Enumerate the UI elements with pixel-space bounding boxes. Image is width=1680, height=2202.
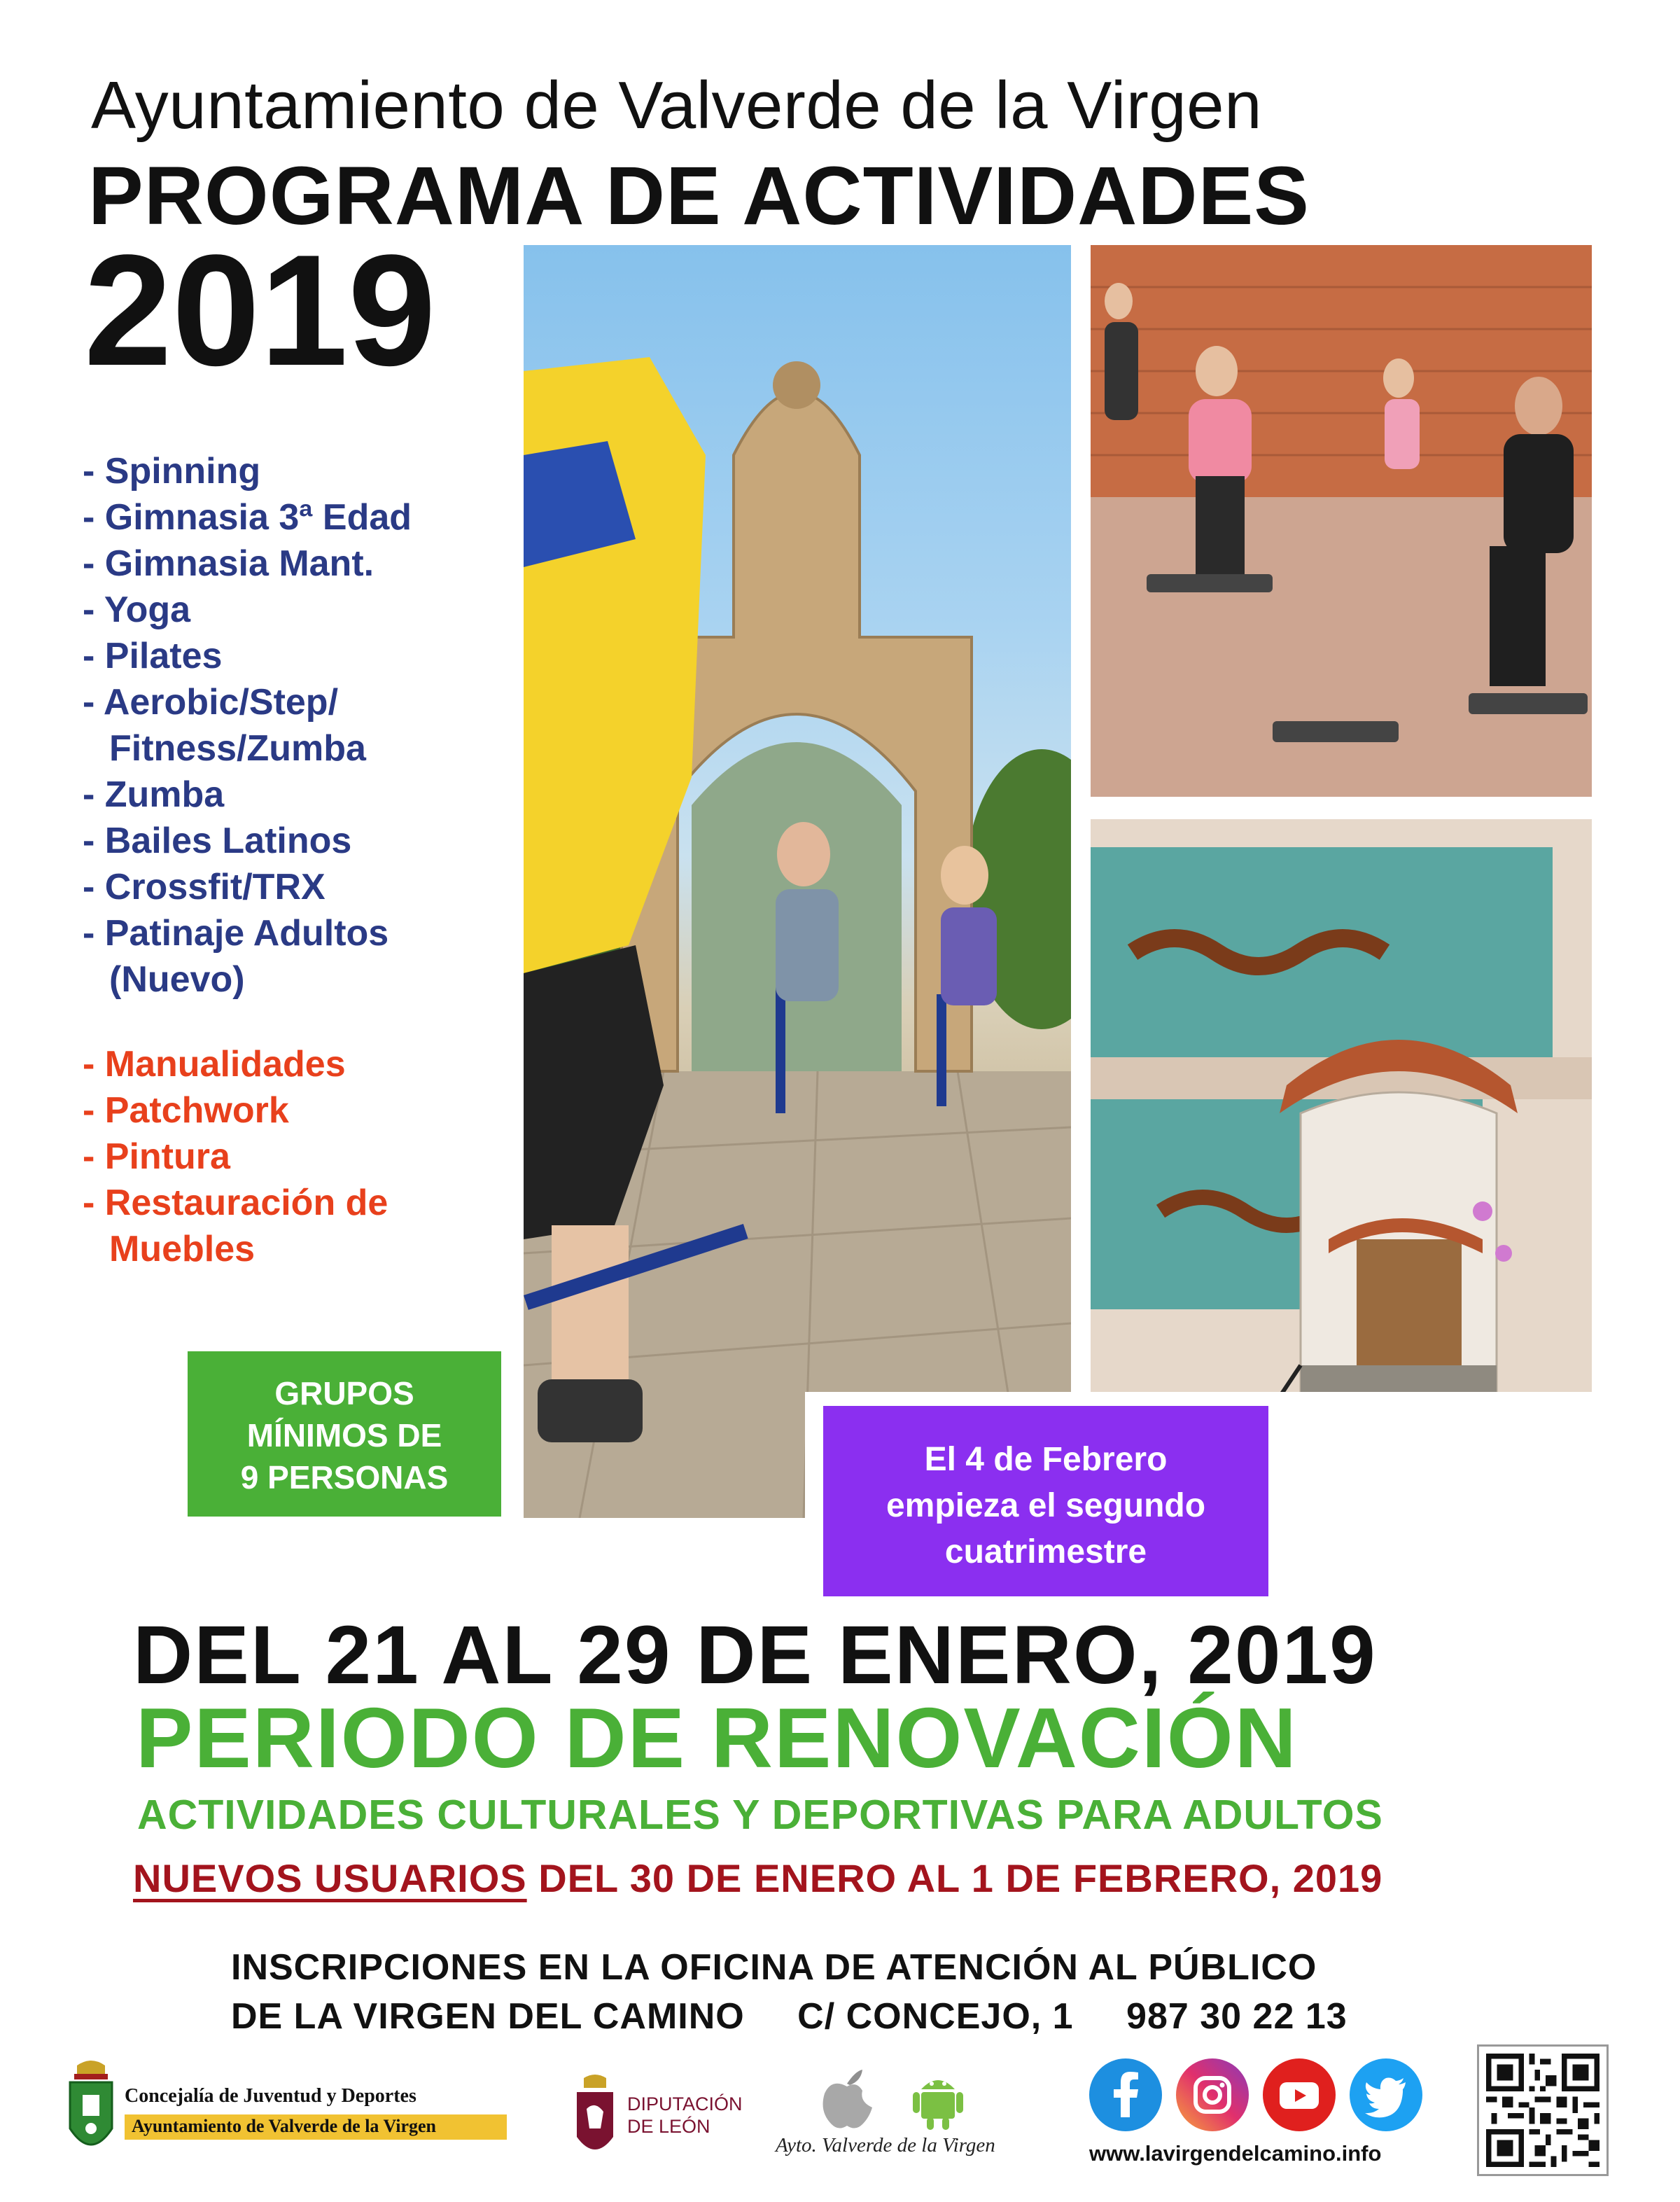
inscriptions-office: INSCRIPCIONES EN LA OFICINA DE ATENCIÓN AL PÚBLICO	[231, 1947, 1317, 1988]
groups-line: 9 PERSONAS	[240, 1459, 449, 1496]
list-item: - Patchwork	[83, 1090, 289, 1131]
android-icon[interactable]	[910, 2068, 966, 2131]
list-item: - Zumba	[83, 774, 225, 815]
renewal-dates: DEL 21 AL 29 DE ENERO, 2019	[133, 1609, 1377, 1701]
minimum-groups-box	[188, 1351, 501, 1517]
inscriptions-address-line	[231, 1995, 1390, 2037]
municipal-shield-icon	[64, 2058, 118, 2163]
spinning-photo	[524, 245, 1071, 1518]
program-title: PROGRAMA DE ACTIVIDADES	[88, 150, 1310, 242]
inscriptions-address: C/ CONCEJO, 1	[797, 1996, 1074, 2037]
crafts-photo	[1091, 819, 1592, 1392]
inscriptions-phone: 987 30 22 13	[1126, 1996, 1348, 2037]
municipality-title: Ayuntamiento de Valverde de la Virgen	[91, 68, 1262, 143]
list-item: Muebles	[109, 1229, 255, 1269]
youtube-icon[interactable]	[1263, 2058, 1336, 2131]
list-item: Fitness/Zumba	[109, 728, 366, 769]
qr-code[interactable]	[1477, 2044, 1609, 2176]
new-users-line	[133, 1855, 1382, 1901]
second-term-line: empieza el segundo	[886, 1487, 1206, 1524]
list-item: - Restauración de	[83, 1183, 388, 1223]
list-item: - Bailes Latinos	[83, 821, 352, 861]
concejalia-ayto: Ayuntamiento de Valverde de la Virgen	[132, 2116, 437, 2136]
concejalia-logo	[64, 2058, 512, 2163]
diputacion-line2: DE LEÓN	[627, 2116, 710, 2137]
inscriptions-place: DE LA VIRGEN DEL CAMINO	[231, 1996, 745, 2037]
second-term-line: El 4 de Febrero	[924, 1441, 1168, 1478]
instagram-icon[interactable]	[1176, 2058, 1249, 2131]
apps-caption: Ayto. Valverde de la Virgen	[776, 2134, 995, 2156]
new-users-label: NUEVOS USUARIOS	[133, 1856, 527, 1900]
groups-line: MÍNIMOS DE	[246, 1417, 442, 1454]
list-item: - Gimnasia Mant.	[83, 543, 374, 584]
renewal-title: PERIODO DE RENOVACIÓN	[136, 1690, 1298, 1785]
list-item: - Gimnasia 3ª Edad	[83, 497, 412, 538]
list-item: - Spinning	[83, 451, 261, 492]
groups-line: GRUPOS	[274, 1375, 414, 1412]
list-item: - Manualidades	[83, 1044, 346, 1085]
aerobic-class-photo	[1091, 245, 1592, 797]
second-term-box	[823, 1406, 1268, 1596]
second-term-line: cuatrimestre	[944, 1533, 1147, 1570]
website-link[interactable]: www.lavirgendelcamino.info	[1089, 2141, 1382, 2166]
list-item: (Nuevo)	[109, 959, 245, 1000]
leon-crest-icon	[574, 2072, 616, 2163]
social-icons	[1089, 2058, 1432, 2135]
concejalia-name: Concejalía de Juventud y Deportes	[125, 2085, 416, 2107]
list-item: - Pintura	[83, 1136, 230, 1177]
list-item: - Yoga	[83, 590, 191, 630]
app-logos	[770, 2065, 1036, 2170]
list-item: - Patinaje Adultos	[83, 913, 389, 954]
facebook-icon[interactable]	[1089, 2058, 1162, 2131]
apple-icon[interactable]	[819, 2065, 875, 2130]
diputacion-logo	[574, 2072, 756, 2163]
list-item: - Pilates	[83, 636, 223, 676]
list-item: - Crossfit/TRX	[83, 867, 326, 907]
sports-activities-list	[83, 448, 412, 1003]
twitter-icon[interactable]	[1350, 2058, 1422, 2131]
diputacion-line1: DIPUTACIÓN	[627, 2093, 743, 2114]
crafts-activities-list	[83, 1041, 388, 1272]
program-year: 2019	[84, 221, 436, 398]
renewal-subtitle: ACTIVIDADES CULTURALES Y DEPORTIVAS PARA ADULTOS	[137, 1792, 1383, 1838]
new-users-dates: DEL 30 DE ENERO AL 1 DE FEBRERO, 2019	[538, 1856, 1383, 1900]
list-item: - Aerobic/Step/	[83, 682, 339, 723]
